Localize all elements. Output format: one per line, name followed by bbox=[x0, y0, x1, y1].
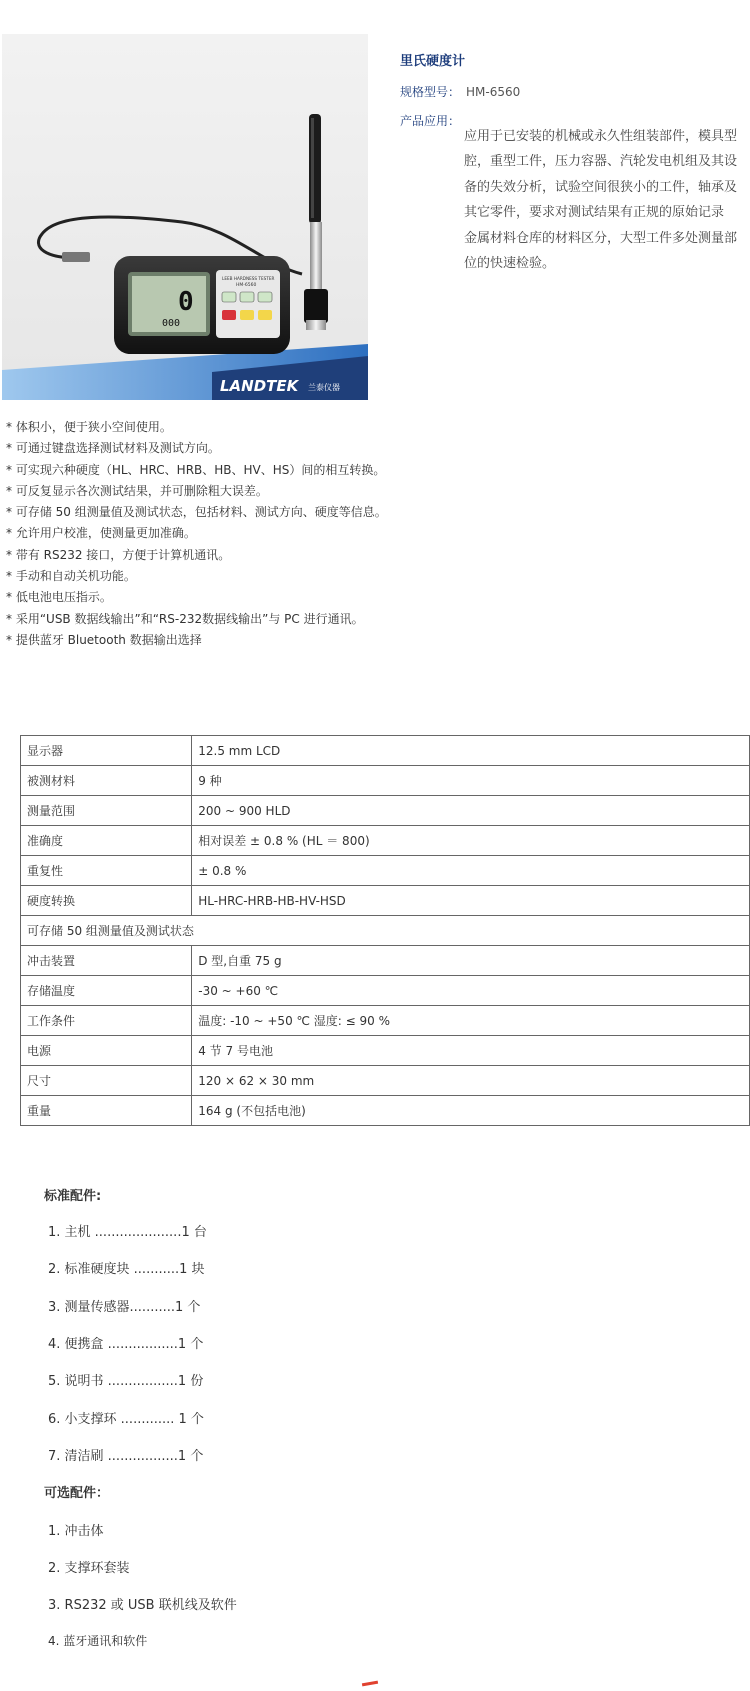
feature-item: * 低电池电压指示。 bbox=[6, 590, 112, 605]
spec-key: 测量范围 bbox=[21, 796, 192, 826]
standard-accessory-item: 7. 清洁刷 .................1 个 bbox=[48, 1449, 204, 1464]
hardness-tester-illustration bbox=[2, 34, 368, 400]
spec-value: 9 种 bbox=[192, 766, 750, 796]
spec-key: 显示器 bbox=[21, 736, 192, 766]
application-label: 产品应用： bbox=[400, 114, 461, 128]
optional-accessories-heading: 可选配件： bbox=[44, 1486, 110, 1501]
feature-item: * 提供蓝牙 Bluetooth 数据输出选择 bbox=[6, 632, 202, 647]
brand-logo: LANDTEK bbox=[220, 377, 299, 395]
optional-accessory-item: 3. RS232 或 USB 联机线及软件 bbox=[48, 1598, 237, 1613]
lcd-sub-reading: 000 bbox=[162, 318, 181, 329]
feature-item: * 体积小，便于狭小空间使用。 bbox=[6, 420, 172, 434]
product-image bbox=[2, 34, 368, 400]
standard-accessory-item: 3. 测量传感器...........1 个 bbox=[48, 1300, 201, 1315]
feature-item: * 带有 RS232 接口，方便于计算机通讯。 bbox=[6, 547, 231, 562]
spec-key: 重复性 bbox=[21, 856, 192, 886]
table-row bbox=[21, 766, 750, 796]
spec-merged-cell: 可存储 50 组测量值及测试状态 bbox=[21, 916, 750, 946]
standard-accessory-item: 5. 说明书 .................1 份 bbox=[48, 1374, 204, 1389]
spec-key: 工作条件 bbox=[21, 1006, 192, 1036]
decorative-mark bbox=[362, 1681, 378, 1687]
optional-accessory-item: 1. 冲击体 bbox=[48, 1524, 104, 1539]
table-row bbox=[21, 1036, 750, 1066]
table-row bbox=[21, 1066, 750, 1096]
spec-key: 电源 bbox=[21, 1036, 192, 1066]
spec-value: 温度: -10 ~ +50 ℃ 湿度: ≤ 90 % bbox=[192, 1006, 750, 1036]
spec-value: 120 × 62 × 30 mm bbox=[192, 1066, 750, 1096]
standard-accessory-item: 6. 小支撑环 ............. 1 个 bbox=[48, 1412, 204, 1427]
spec-table bbox=[20, 735, 750, 1126]
table-row bbox=[21, 1096, 750, 1126]
table-row bbox=[21, 736, 750, 766]
spec-value: HL-HRC-HRB-HB-HV-HSD bbox=[192, 886, 750, 916]
feature-item: * 可实现六种硬度（HL、HRC、HRB、HB、HV、HS）间的相互转换。 bbox=[6, 462, 386, 477]
spec-value: -30 ~ +60 ℃ bbox=[192, 976, 750, 1006]
spec-value: 4 节 7 号电池 bbox=[192, 1036, 750, 1066]
feature-item: * 手动和自动关机功能。 bbox=[6, 569, 136, 584]
table-row bbox=[21, 856, 750, 886]
feature-item: * 采用“USB 数据线输出”和“RS-232数据线输出”与 PC 进行通讯。 bbox=[6, 611, 364, 626]
spec-key: 准确度 bbox=[21, 826, 192, 856]
device-model-label: HM-6560 bbox=[236, 283, 257, 288]
table-row bbox=[21, 946, 750, 976]
standard-accessory-item: 4. 便携盒 .................1 个 bbox=[48, 1337, 204, 1352]
feature-list bbox=[6, 417, 387, 651]
application-text bbox=[464, 124, 750, 276]
spec-value: 200 ~ 900 HLD bbox=[192, 796, 750, 826]
table-row bbox=[21, 916, 750, 946]
spec-key: 重量 bbox=[21, 1096, 192, 1126]
spec-value: 12.5 mm LCD bbox=[192, 736, 750, 766]
spec-key: 硬度转换 bbox=[21, 886, 192, 916]
spec-value: 164 g (不包括电池) bbox=[192, 1096, 750, 1126]
brand-logo-cn: 兰泰仪器 bbox=[308, 383, 340, 392]
application-line: 备的失效分析，试验空间很狭小的工件，轴承及 bbox=[464, 179, 738, 195]
lcd-reading: 0 bbox=[178, 287, 194, 317]
standard-accessories-heading: 标准配件: bbox=[44, 1189, 102, 1204]
spec-value: 相对误差 ± 0.8 % (HL ＝ 800) bbox=[192, 826, 750, 856]
table-row bbox=[21, 796, 750, 826]
application-line: 金属材料仓库的材料区分，大型工件多处测量部 bbox=[464, 230, 738, 246]
application-line: 位的快速检验。 bbox=[464, 256, 556, 272]
feature-item: * 允许用户校准，使测量更加准确。 bbox=[6, 526, 196, 541]
feature-item: * 可通过键盘选择测试材料及测试方向。 bbox=[6, 441, 220, 456]
spec-key: 冲击装置 bbox=[21, 946, 192, 976]
spec-key: 尺寸 bbox=[21, 1066, 192, 1096]
application-line: 其它零件，要求对测试结果有正规的原始记录 bbox=[464, 205, 725, 221]
standard-accessory-item: 2. 标准硬度块 ...........1 块 bbox=[48, 1262, 205, 1277]
table-row bbox=[21, 886, 750, 916]
optional-accessory-item: 2. 支撑环套装 bbox=[48, 1561, 130, 1576]
spec-key: 存储温度 bbox=[21, 976, 192, 1006]
spec-key: 被测材料 bbox=[21, 766, 192, 796]
spec-value: D 型,自重 75 g bbox=[192, 946, 750, 976]
table-row bbox=[21, 976, 750, 1006]
product-title: 里氏硬度计 bbox=[400, 54, 466, 69]
feature-item: * 可存储 50 组测量值及测试状态，包括材料、测试方向、硬度等信息。 bbox=[6, 505, 387, 520]
optional-accessory-item: 4. 蓝牙通讯和软件 bbox=[48, 1634, 148, 1648]
standard-accessory-item: 1. 主机 .....................1 台 bbox=[48, 1225, 207, 1240]
table-row bbox=[21, 826, 750, 856]
table-row bbox=[21, 1006, 750, 1036]
device-label: LEEB HARDNESS TESTER bbox=[222, 276, 275, 281]
model-label: 规格型号： bbox=[400, 85, 461, 99]
spec-value: ± 0.8 % bbox=[192, 856, 750, 886]
model-value: HM-6560 bbox=[466, 85, 521, 99]
application-line: 腔，重型工件，压力容器、汽轮发电机组及其设 bbox=[464, 154, 738, 170]
feature-item: * 可反复显示各次测试结果，并可删除粗大误差。 bbox=[6, 483, 268, 498]
application-line: 应用于已安装的机械或永久性组装部件，模具型 bbox=[464, 129, 738, 144]
model-row bbox=[400, 83, 520, 100]
